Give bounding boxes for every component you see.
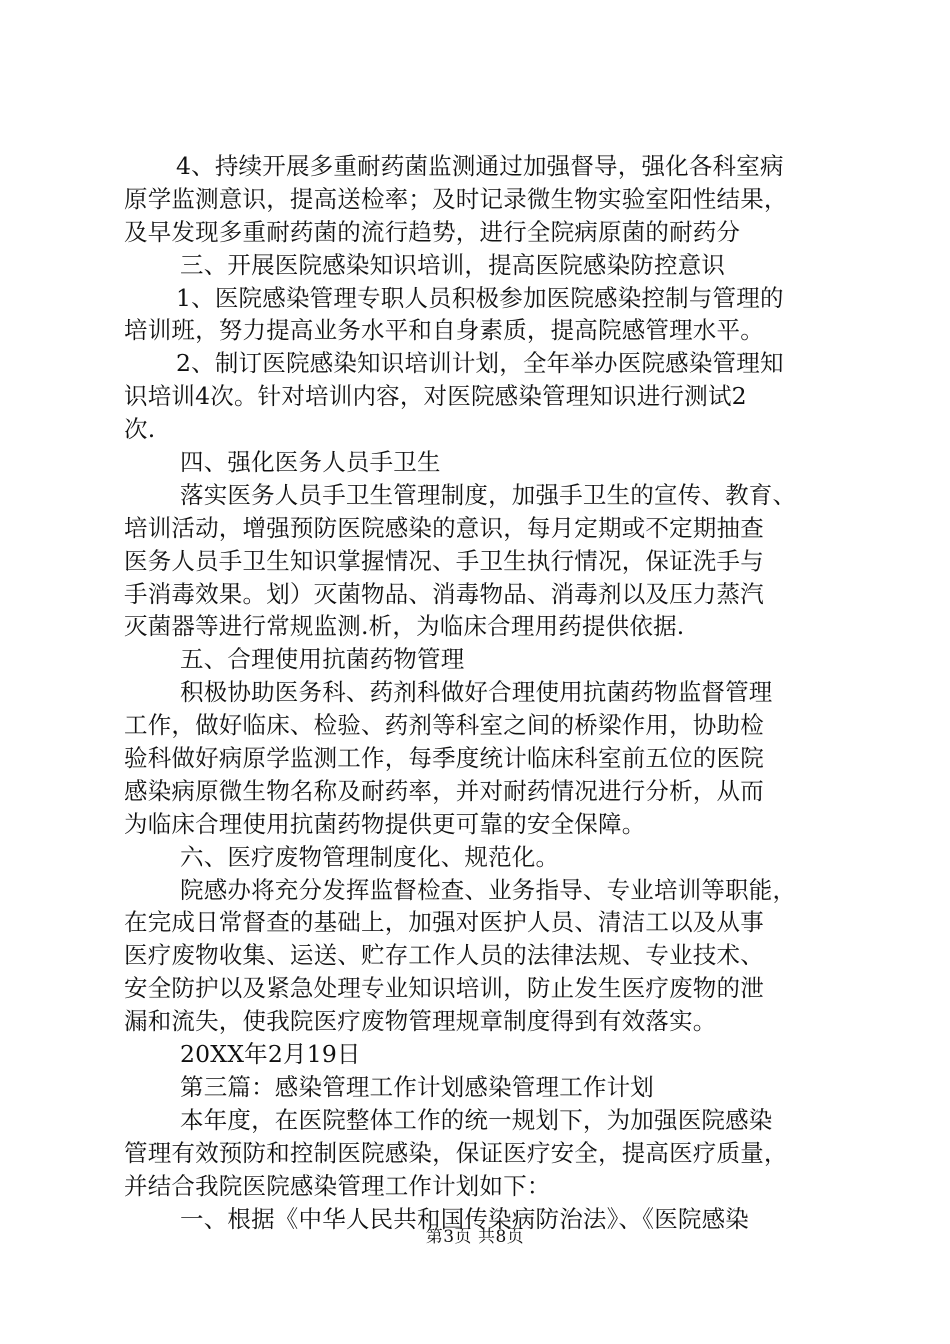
- text-line: 原学监测意识，提高送检率；及时记录微生物实验室阳性结果，: [124, 184, 788, 213]
- text-line: 4、持续开展多重耐药菌监测通过加强督导，强化各科室病: [176, 152, 784, 180]
- text-line: 医务人员手卫生知识掌握情况、手卫生执行情况，保证洗手与: [124, 546, 764, 575]
- text-line: 六、医疗废物管理制度化、规范化。: [180, 842, 560, 871]
- text-line: 灭菌器等进行常规监测.析，为临床合理用药提供依据.: [124, 612, 685, 641]
- text-line: 1、医院感染管理专职人员积极参加医院感染控制与管理的: [176, 283, 784, 312]
- text-line: 20XX年2月19日: [180, 1040, 361, 1069]
- text-line: 五、合理使用抗菌药物管理: [180, 645, 465, 674]
- text-line: 医疗废物收集、运送、贮存工作人员的法律法规、专业技术、: [124, 941, 764, 970]
- text-line: 感染病原微生物名称及耐药率，并对耐药情况进行分析，从而: [124, 776, 764, 805]
- text-line: 为临床合理使用抗菌药物提供更可靠的安全保障。: [124, 809, 646, 838]
- text-line: 在完成日常督查的基础上，加强对医护人员、清洁工以及从事: [124, 908, 764, 937]
- text-line: 落实医务人员手卫生管理制度，加强手卫生的宣传、教育、: [180, 480, 797, 509]
- text-line: 管理有效预防和控制医院感染，保证医疗安全，提高医疗质量，: [124, 1138, 788, 1167]
- text-line: 培训活动，增强预防医院感染的意识，每月定期或不定期抽查: [124, 513, 764, 542]
- text-line: 安全防护以及紧急处理专业知识培训，防止发生医疗废物的泄: [124, 974, 764, 1003]
- text-line: 四、强化医务人员手卫生: [180, 448, 441, 477]
- text-line: 次.: [124, 415, 156, 444]
- text-line: 第三篇：感染管理工作计划感染管理工作计划: [180, 1072, 654, 1101]
- text-line: 本年度，在医院整体工作的统一规划下，为加强医院感染: [180, 1105, 773, 1134]
- text-line: 验科做好病原学监测工作，每季度统计临床科室前五位的医院: [124, 744, 764, 773]
- text-line: 手消毒效果。划）灭菌物品、消毒物品、消毒剂以及压力蒸汽: [124, 579, 764, 608]
- text-line: 工作，做好临床、检验、药剂等科室之间的桥梁作用，协助检: [124, 711, 764, 740]
- text-line: 2、制订医院感染知识培训计划，全年举办医院感染管理知: [176, 349, 784, 378]
- text-line: 培训班，努力提高业务水平和自身素质，提高院感管理水平。: [124, 316, 764, 345]
- text-line: 积极协助医务科、药剂科做好合理使用抗菌药物监督管理: [180, 678, 773, 707]
- text-line: 漏和流失，使我院医疗废物管理规章制度得到有效落实。: [124, 1007, 717, 1036]
- text-line: 一、根据《中华人民共和国传染病防治法》、《医院感染: [180, 1204, 749, 1233]
- text-line: 并结合我院医院感染管理工作计划如下：: [124, 1171, 551, 1200]
- text-line: 识培训4次。针对培训内容，对医院感染管理知识进行测试2: [124, 382, 747, 411]
- page-footer: 第3页 共8页: [425, 1227, 525, 1247]
- text-line: 及早发现多重耐药菌的流行趋势，进行全院病原菌的耐药分: [124, 217, 741, 246]
- text-line: 院感办将充分发挥监督检查、业务指导、专业培训等职能，: [180, 875, 797, 904]
- document-body: [124, 150, 836, 1235]
- text-line: 三、开展医院感染知识培训，提高医院感染防控意识: [180, 250, 726, 279]
